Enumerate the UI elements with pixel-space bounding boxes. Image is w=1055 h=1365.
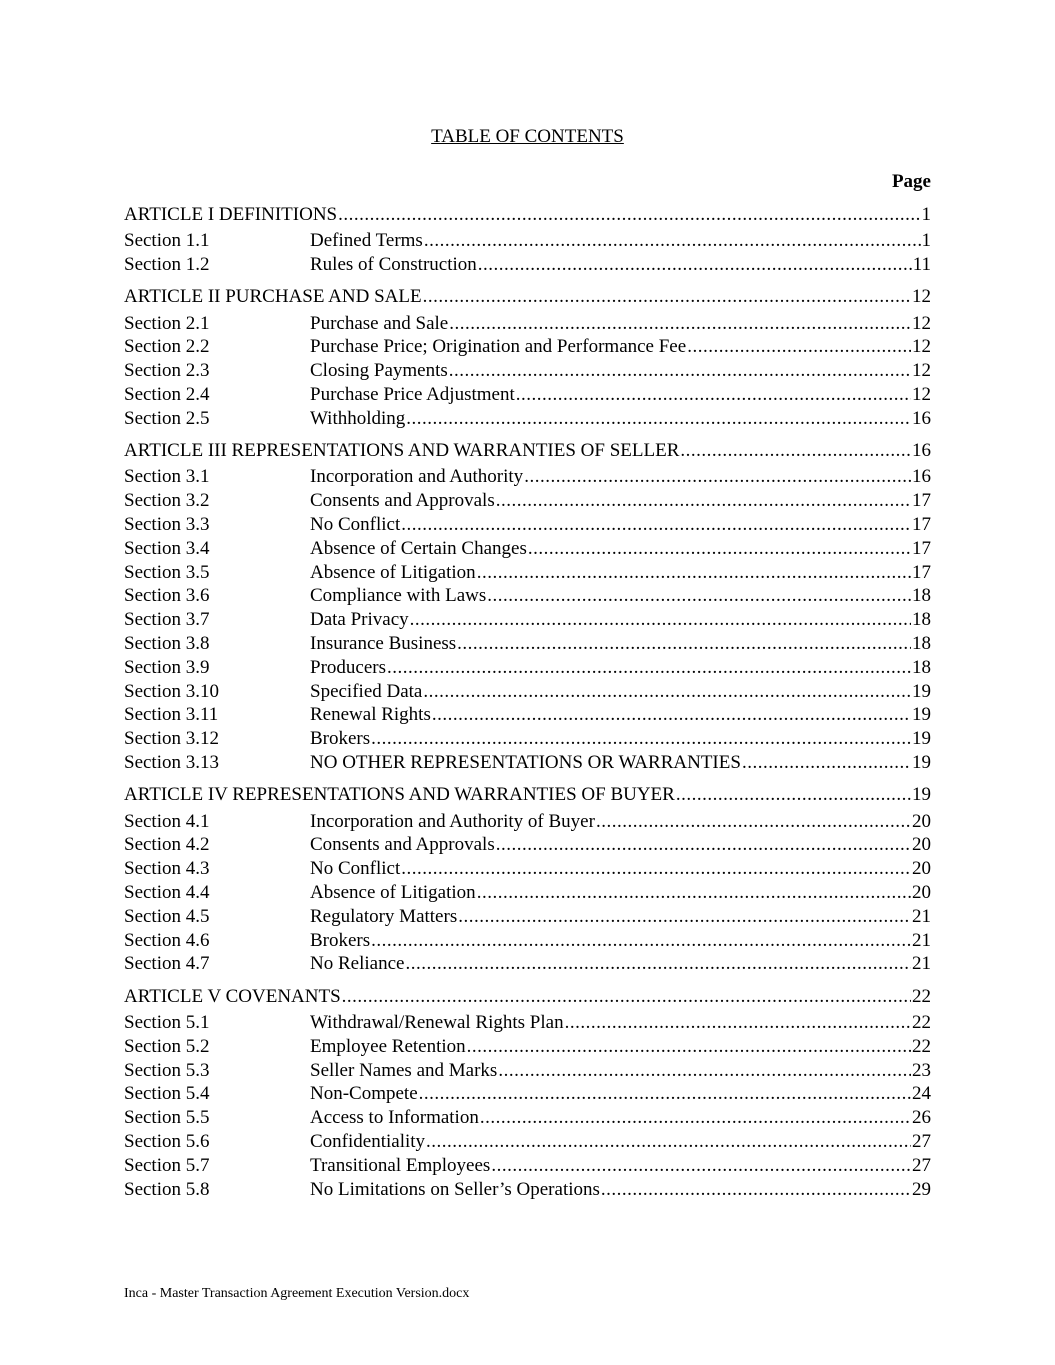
dot-leader — [410, 608, 911, 632]
dot-leader — [457, 632, 911, 656]
page-number: 22 — [912, 985, 931, 1007]
dot-leader — [401, 857, 911, 881]
dot-leader — [338, 203, 920, 227]
section-number: Section 4.4 — [124, 882, 210, 904]
dot-leader — [496, 489, 911, 513]
section-title: Consents and Approvals — [310, 490, 495, 512]
toc-section-entry[interactable] — [124, 561, 931, 585]
page-number: 20 — [912, 810, 931, 832]
toc-section-entry[interactable] — [124, 857, 931, 881]
section-number: Section 2.5 — [124, 407, 210, 429]
toc-section-entry[interactable] — [124, 513, 931, 537]
toc-section-entry[interactable] — [124, 632, 931, 656]
toc-section-entry[interactable] — [124, 952, 931, 976]
dot-leader — [449, 359, 911, 383]
dot-leader — [477, 881, 911, 905]
section-title: Regulatory Matters — [310, 905, 458, 927]
section-title: Access to Information — [310, 1107, 479, 1129]
section-number: Section 1.1 — [124, 230, 210, 252]
section-title: Transitional Employees — [310, 1154, 491, 1176]
page-number: 1 — [921, 230, 931, 252]
section-title: No Conflict — [310, 858, 401, 880]
section-number: Section 3.4 — [124, 537, 210, 559]
page-number: 12 — [912, 336, 931, 358]
page-number: 11 — [912, 254, 931, 276]
section-number: Section 5.5 — [124, 1107, 210, 1129]
section-number: Section 3.13 — [124, 752, 219, 774]
page-number: 18 — [912, 609, 931, 631]
toc-title: TABLE OF CONTENTS — [431, 126, 624, 147]
section-title: No Limitations on Seller’s Operations — [310, 1178, 600, 1200]
toc-section-entry[interactable] — [124, 751, 931, 775]
toc-article-entry[interactable] — [124, 285, 931, 309]
toc-article-entry[interactable] — [124, 985, 931, 1009]
section-number: Section 4.2 — [124, 834, 210, 856]
toc-section-entry[interactable] — [124, 465, 931, 489]
page-number: 16 — [912, 466, 931, 488]
toc-section-entry[interactable] — [124, 680, 931, 704]
dot-leader — [480, 1106, 911, 1130]
section-number: Section 2.3 — [124, 360, 210, 382]
dot-leader — [524, 465, 911, 489]
section-number: Section 3.6 — [124, 585, 210, 607]
toc-article-entry[interactable] — [124, 203, 931, 227]
section-number: Section 4.3 — [124, 858, 210, 880]
dot-leader — [423, 285, 911, 309]
section-title: Producers — [310, 656, 386, 678]
section-title: Closing Payments — [310, 360, 448, 382]
section-title: Data Privacy — [310, 609, 409, 631]
section-title: No Reliance — [310, 953, 405, 975]
page-number: 29 — [912, 1178, 931, 1200]
section-number: Section 4.7 — [124, 953, 210, 975]
page-number: 18 — [912, 585, 931, 607]
dot-leader — [601, 1178, 911, 1202]
page-number: 27 — [912, 1154, 931, 1176]
dot-leader — [565, 1011, 911, 1035]
section-number: Section 3.2 — [124, 490, 210, 512]
dot-leader — [676, 783, 911, 807]
section-title: Employee Retention — [310, 1035, 466, 1057]
page-number: 21 — [912, 953, 931, 975]
dot-leader — [387, 656, 911, 680]
toc-section-entry[interactable] — [124, 703, 931, 727]
page-number: 26 — [912, 1107, 931, 1129]
toc-section-entry[interactable] — [124, 810, 931, 834]
dot-leader — [528, 537, 911, 561]
page-number: 17 — [912, 537, 931, 559]
page-number: 19 — [912, 784, 931, 806]
section-title: Consents and Approvals — [310, 834, 495, 856]
page-number: 20 — [912, 882, 931, 904]
dot-leader — [419, 1082, 911, 1106]
section-number: Section 3.3 — [124, 514, 210, 536]
section-title: No Conflict — [310, 514, 401, 536]
table-of-contents — [124, 203, 931, 1201]
document-footer: Inca - Master Transaction Agreement Execution Version.docx — [124, 1286, 470, 1301]
toc-section-entry[interactable] — [124, 1130, 931, 1154]
section-number: Section 4.5 — [124, 905, 210, 927]
section-number: Section 2.2 — [124, 336, 210, 358]
dot-leader — [458, 905, 911, 929]
dot-leader — [516, 383, 911, 407]
section-title: Absence of Litigation — [310, 561, 476, 583]
dot-leader — [487, 584, 911, 608]
page-number: 20 — [912, 858, 931, 880]
toc-section-entry[interactable] — [124, 833, 931, 857]
dot-leader — [426, 1130, 911, 1154]
section-number: Section 4.6 — [124, 929, 210, 951]
dot-leader — [596, 810, 911, 834]
section-number: Section 3.12 — [124, 728, 219, 750]
dot-leader — [432, 703, 911, 727]
section-title: Purchase and Sale — [310, 312, 449, 334]
section-number: Section 5.6 — [124, 1130, 210, 1152]
section-title: Insurance Business — [310, 633, 457, 655]
section-title: Rules of Construction — [310, 254, 477, 276]
section-title: Brokers — [310, 929, 371, 951]
toc-section-entry[interactable] — [124, 1059, 931, 1083]
toc-article-entry[interactable] — [124, 439, 931, 463]
article-title: ARTICLE I DEFINITIONS — [124, 204, 338, 225]
toc-section-entry[interactable] — [124, 608, 931, 632]
section-title: Purchase Price; Origination and Performance Fee — [310, 336, 687, 358]
section-number: Section 3.1 — [124, 466, 210, 488]
section-number: Section 2.1 — [124, 312, 210, 334]
toc-section-entry[interactable] — [124, 1035, 931, 1059]
toc-section-entry[interactable] — [124, 253, 931, 277]
section-number: Section 5.7 — [124, 1154, 210, 1176]
toc-section-entry[interactable] — [124, 489, 931, 513]
section-number: Section 3.7 — [124, 609, 210, 631]
section-title: Non-Compete — [310, 1083, 418, 1105]
section-title: Specified Data — [310, 680, 423, 702]
dot-leader — [680, 439, 911, 463]
section-title: Seller Names and Marks — [310, 1059, 498, 1081]
toc-section-entry[interactable] — [124, 905, 931, 929]
page-number: 16 — [912, 440, 931, 462]
toc-section-entry[interactable] — [124, 1106, 931, 1130]
toc-section-entry[interactable] — [124, 335, 931, 359]
page-number: 20 — [912, 834, 931, 856]
toc-section-entry[interactable] — [124, 1082, 931, 1106]
page-number: 1 — [921, 204, 931, 225]
section-number: Section 5.3 — [124, 1059, 210, 1081]
article-title: ARTICLE V COVENANTS — [124, 985, 341, 1007]
dot-leader — [371, 727, 911, 751]
page-number: 19 — [912, 680, 931, 702]
page-number: 21 — [912, 929, 931, 951]
section-title: Defined Terms — [310, 230, 423, 252]
toc-section-entry[interactable] — [124, 383, 931, 407]
dot-leader — [496, 833, 911, 857]
article-title: ARTICLE II PURCHASE AND SALE — [124, 286, 422, 308]
page-number: 18 — [912, 656, 931, 678]
section-title: Withdrawal/Renewal Rights Plan — [310, 1012, 564, 1033]
section-number: Section 1.2 — [124, 254, 210, 276]
dot-leader — [401, 513, 911, 537]
dot-leader — [742, 751, 911, 775]
toc-section-entry[interactable] — [124, 1011, 931, 1035]
article-title: ARTICLE IV REPRESENTATIONS AND WARRANTIES OF BUYER — [124, 784, 675, 806]
section-title: Incorporation and Authority of Buyer — [310, 810, 595, 832]
dot-leader — [477, 561, 911, 585]
section-title: Compliance with Laws — [310, 585, 487, 607]
toc-section-entry[interactable] — [124, 656, 931, 680]
section-title: NO OTHER REPRESENTATIONS OR WARRANTIES — [310, 752, 741, 774]
toc-section-entry[interactable] — [124, 727, 931, 751]
toc-section-entry[interactable] — [124, 407, 931, 431]
section-title: Brokers — [310, 728, 371, 750]
dot-leader — [342, 985, 911, 1009]
page-number: 12 — [912, 360, 931, 382]
page-number: 17 — [912, 561, 931, 583]
section-number: Section 5.1 — [124, 1012, 210, 1033]
dot-leader — [406, 407, 911, 431]
section-title: Absence of Litigation — [310, 882, 476, 904]
toc-section-entry[interactable] — [124, 229, 931, 253]
section-number: Section 5.4 — [124, 1083, 210, 1105]
toc-section-entry[interactable] — [124, 929, 931, 953]
page-number: 16 — [912, 407, 931, 429]
page-number: 21 — [912, 905, 931, 927]
page-number: 12 — [912, 312, 931, 334]
dot-leader — [467, 1035, 911, 1059]
page-number: 23 — [912, 1059, 931, 1081]
section-number: Section 3.11 — [124, 704, 219, 726]
dot-leader — [424, 229, 921, 253]
section-number: Section 5.2 — [124, 1035, 210, 1057]
page-number: 19 — [912, 752, 931, 774]
page-number: 19 — [912, 728, 931, 750]
toc-section-entry[interactable] — [124, 1154, 931, 1178]
dot-leader — [478, 253, 912, 277]
dot-leader — [498, 1059, 911, 1083]
page-number: 27 — [912, 1130, 931, 1152]
section-number: Section 3.10 — [124, 680, 219, 702]
toc-section-entry[interactable] — [124, 1178, 931, 1202]
section-number: Section 3.5 — [124, 561, 210, 583]
toc-section-entry[interactable] — [124, 881, 931, 905]
section-title: Withholding — [310, 407, 406, 429]
page-number: 18 — [912, 633, 931, 655]
section-title: Confidentiality — [310, 1130, 426, 1152]
section-number: Section 4.1 — [124, 810, 210, 832]
article-title: ARTICLE III REPRESENTATIONS AND WARRANTIES OF SELLER — [124, 440, 680, 462]
toc-article-entry[interactable] — [124, 783, 931, 807]
page-number: 17 — [912, 490, 931, 512]
page-number: 22 — [912, 1012, 931, 1033]
toc-section-entry[interactable] — [124, 584, 931, 608]
page-column-label: Page — [891, 171, 931, 192]
page-number: 12 — [912, 286, 931, 308]
section-title: Renewal Rights — [310, 704, 431, 726]
page-number: 22 — [912, 1035, 931, 1057]
page-number: 24 — [912, 1083, 931, 1105]
page-number: 19 — [912, 704, 931, 726]
section-number: Section 2.4 — [124, 384, 210, 406]
page-number: 12 — [912, 384, 931, 406]
toc-section-entry[interactable] — [124, 537, 931, 561]
toc-section-entry[interactable] — [124, 312, 931, 336]
section-title: Absence of Certain Changes — [310, 537, 527, 559]
dot-leader — [371, 929, 911, 953]
dot-leader — [423, 680, 911, 704]
page-number: 17 — [912, 514, 931, 536]
section-title: Purchase Price Adjustment — [310, 384, 515, 406]
toc-section-entry[interactable] — [124, 359, 931, 383]
dot-leader — [687, 335, 911, 359]
dot-leader — [491, 1154, 911, 1178]
section-number: Section 3.8 — [124, 633, 210, 655]
dot-leader — [449, 312, 911, 336]
section-title: Incorporation and Authority — [310, 466, 524, 488]
section-number: Section 3.9 — [124, 656, 210, 678]
dot-leader — [405, 952, 911, 976]
section-number: Section 5.8 — [124, 1178, 210, 1200]
